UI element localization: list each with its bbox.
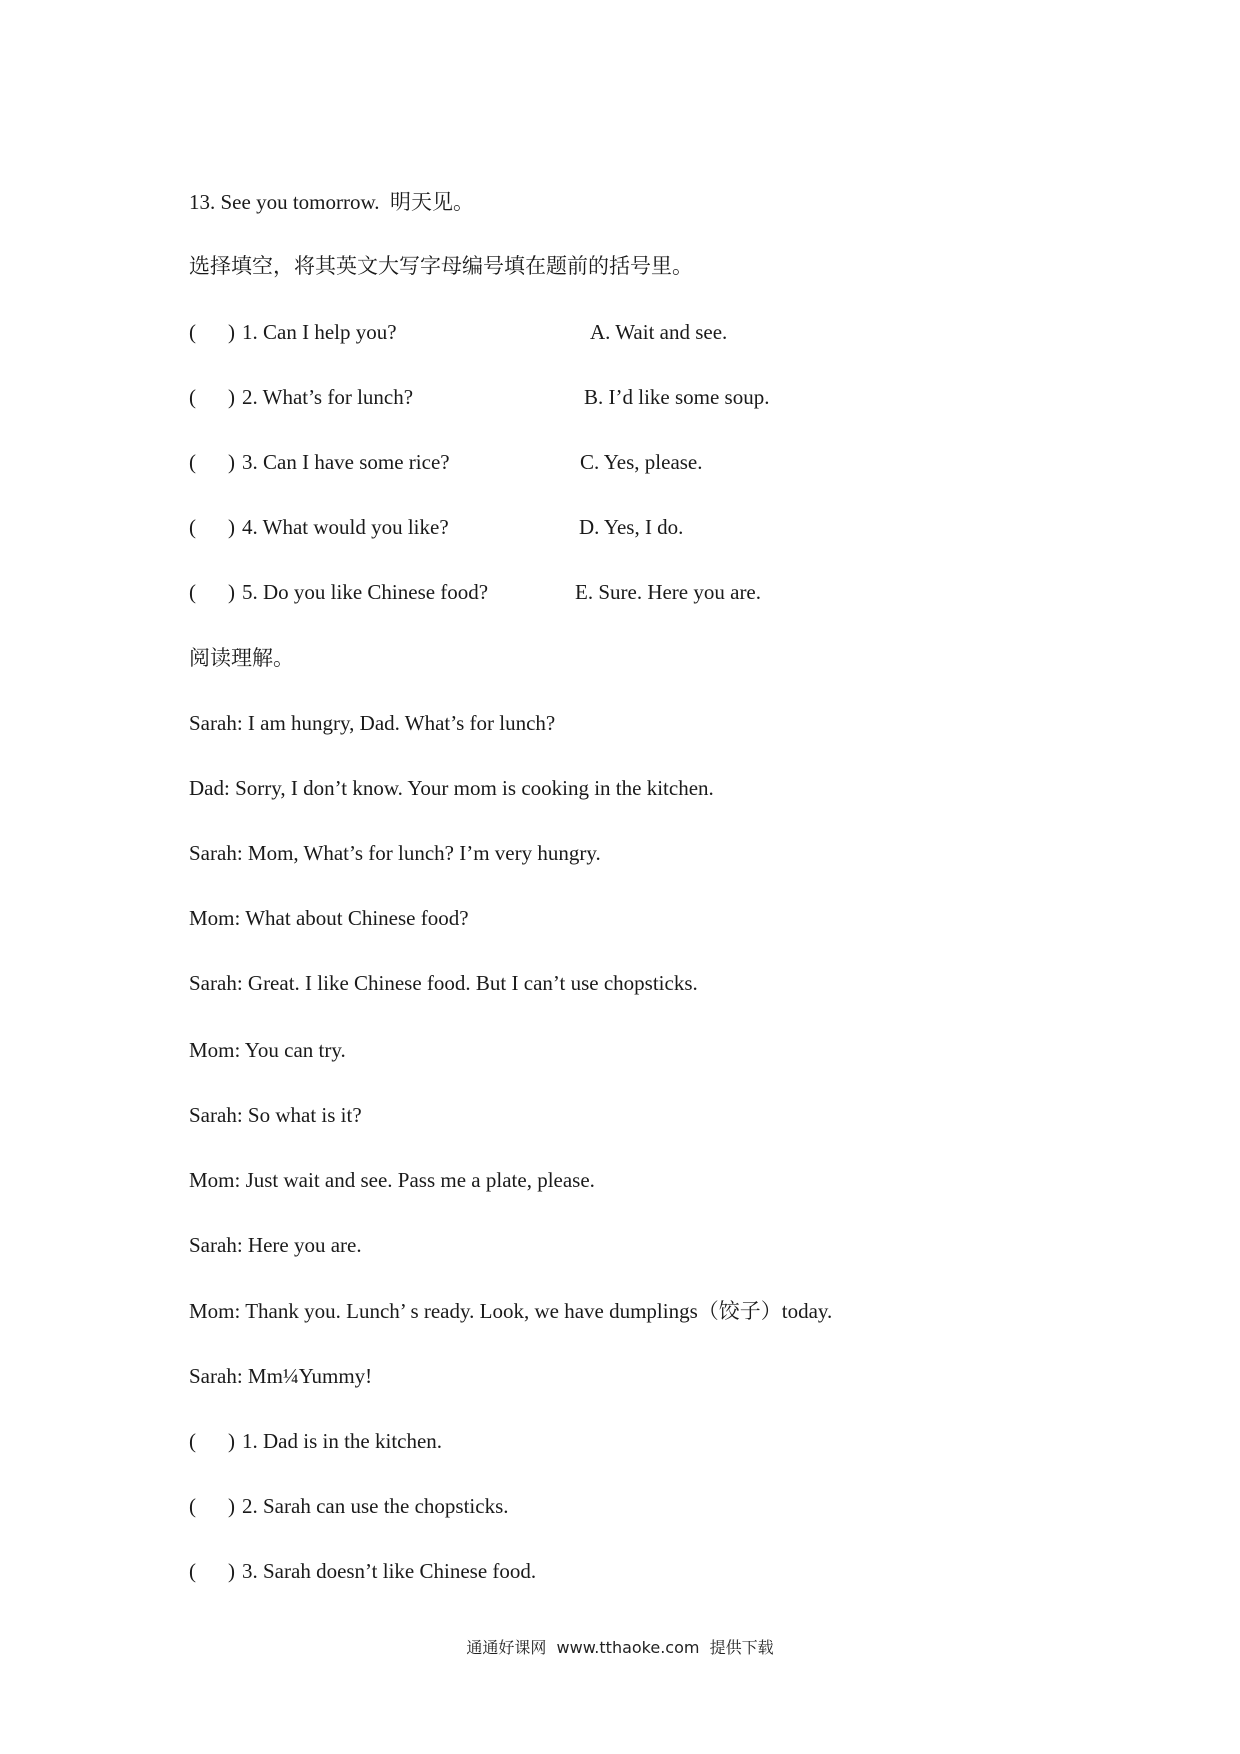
choice-instruction: 选择填空，将其英文大写字母编号填在题前的括号里。 (189, 254, 693, 278)
answer-blank-close: ) (228, 1559, 235, 1583)
answer-blank-close: ) (228, 385, 235, 409)
choice-question-text: 4. What would you like? (242, 515, 449, 539)
answer-blank-open: ( (189, 450, 196, 474)
dialogue-line: Mom: Thank you. Lunch’ s ready. Look, we have dumplings（饺子）today. (189, 1299, 833, 1323)
answer-blank-close: ) (228, 580, 235, 604)
item-13-text: 13. See you tomorrow. 明天见。 (189, 190, 475, 214)
choice-option-text: D. Yes, I do. (579, 515, 684, 539)
judgement-text: 1. Dad is in the kitchen. (242, 1429, 443, 1453)
choice-option-text: A. Wait and see. (590, 320, 728, 344)
choice-option-text: C. Yes, please. (580, 450, 703, 474)
dialogue-line: Sarah: Here you are. (189, 1233, 362, 1257)
choice-option-text: B. I’d like some soup. (584, 385, 770, 409)
dialogue-line: Dad: Sorry, I don’t know. Your mom is cooking in the kitchen. (189, 776, 714, 800)
dialogue-line: Mom: What about Chinese food? (189, 906, 469, 930)
answer-blank-open: ( (189, 1429, 196, 1453)
dialogue-line: Sarah: Mm¼Yummy! (189, 1364, 373, 1388)
reading-heading: 阅读理解。 (189, 646, 294, 670)
answer-blank-close: ) (228, 320, 235, 344)
answer-blank-close: ) (228, 1429, 235, 1453)
answer-blank-open: ( (189, 1494, 196, 1518)
choice-option-text: E. Sure. Here you are. (575, 580, 762, 604)
answer-blank-open: ( (189, 1559, 196, 1583)
answer-blank-close: ) (228, 450, 235, 474)
page-footer: 通通好课网 www.tthaoke.com 提供下载 (466, 1638, 774, 1657)
answer-blank-open: ( (189, 580, 196, 604)
answer-blank-open: ( (189, 385, 196, 409)
answer-blank-open: ( (189, 320, 196, 344)
dialogue-line: Sarah: I am hungry, Dad. What’s for lunch? (189, 711, 556, 735)
answer-blank-close: ) (228, 1494, 235, 1518)
answer-blank-close: ) (228, 515, 235, 539)
dialogue-line: Sarah: Mom, What’s for lunch? I’m very hungry. (189, 841, 601, 865)
choice-question-text: 5. Do you like Chinese food? (242, 580, 489, 604)
judgement-text: 2. Sarah can use the chopsticks. (242, 1494, 509, 1518)
dialogue-line: Sarah: So what is it? (189, 1103, 362, 1127)
answer-blank-open: ( (189, 515, 196, 539)
choice-question-text: 3. Can I have some rice? (242, 450, 450, 474)
choice-question-text: 1. Can I help you? (242, 320, 397, 344)
dialogue-line: Mom: Just wait and see. Pass me a plate, please. (189, 1168, 595, 1192)
dialogue-line: Mom: You can try. (189, 1038, 346, 1062)
judgement-text: 3. Sarah doesn’t like Chinese food. (242, 1559, 537, 1583)
choice-question-text: 2. What’s for lunch? (242, 385, 414, 409)
dialogue-line: Sarah: Great. I like Chinese food. But I can’t use chopsticks. (189, 971, 698, 995)
